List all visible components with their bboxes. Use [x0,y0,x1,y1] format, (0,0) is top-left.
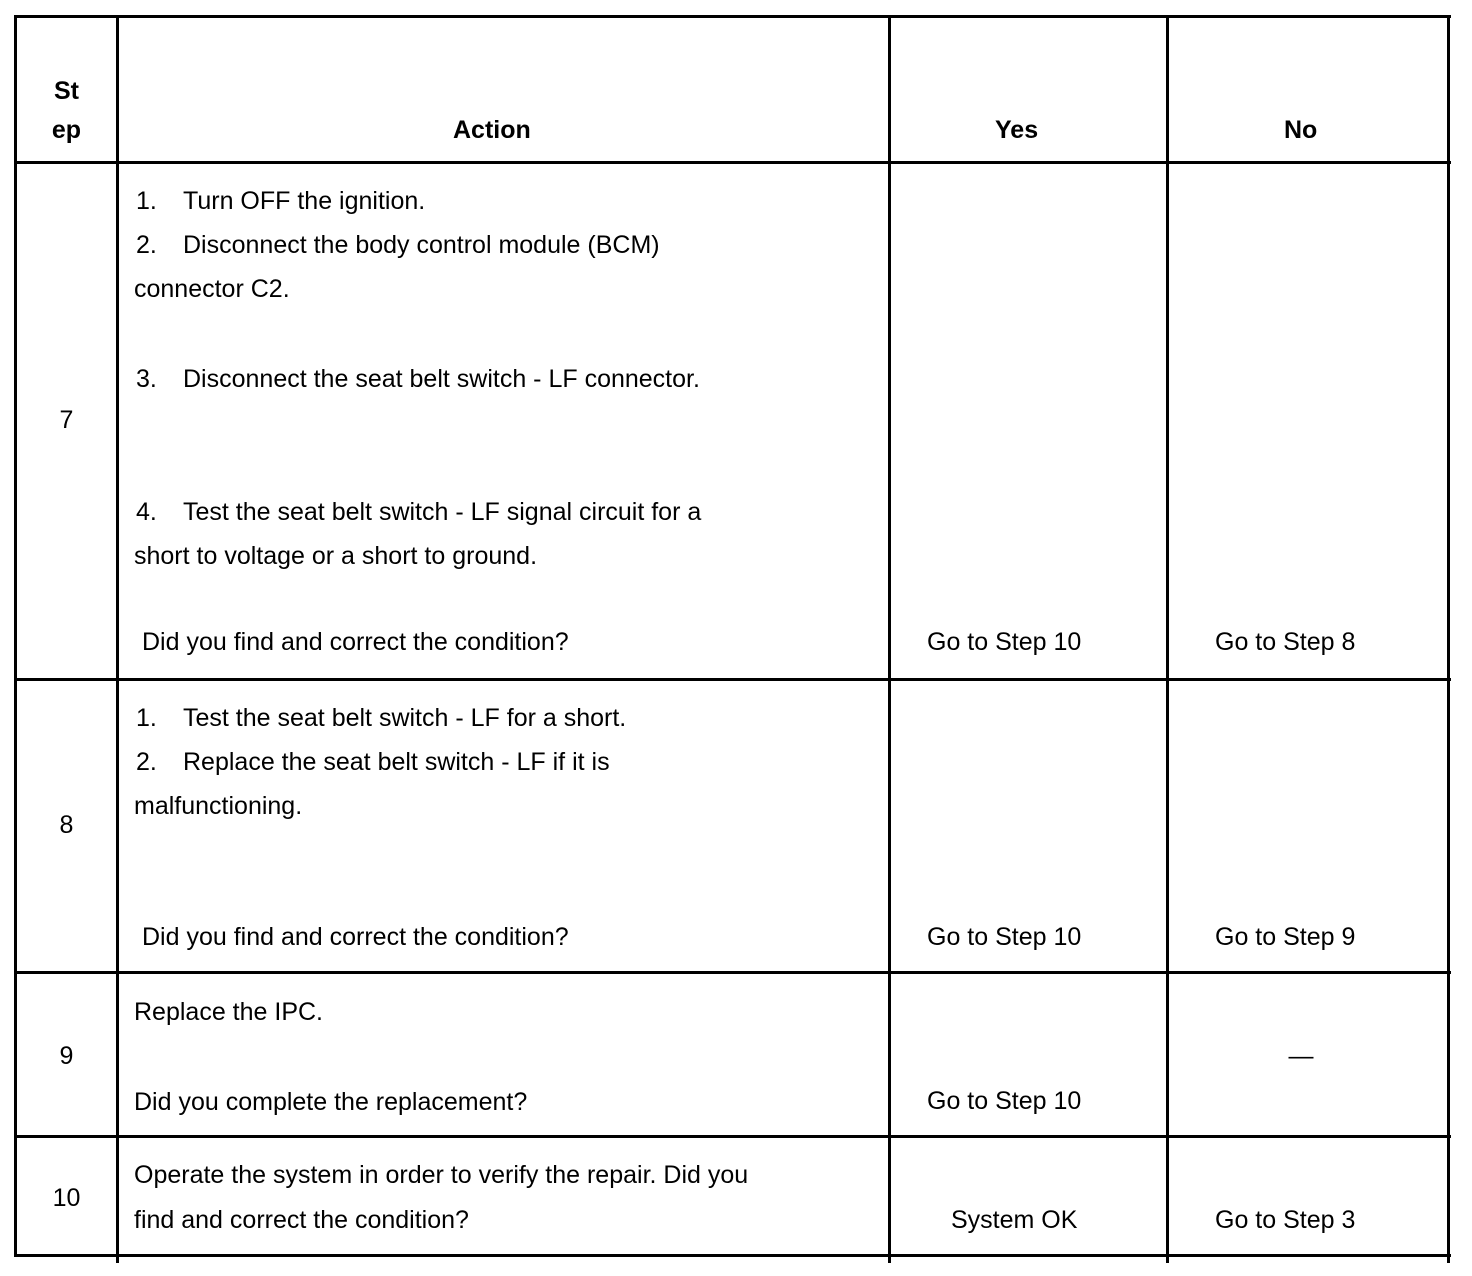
action-item [136,364,700,394]
question-text: Did you find and correct the condition? [142,628,569,656]
yes-result: Go to Step 10 [927,923,1082,951]
item-continuation: malfunctioning. [134,792,303,820]
item-continuation: connector C2. [134,275,290,303]
item-continuation: short to voltage or a short to ground. [134,542,538,570]
header-step-line2: ep [51,116,82,144]
item-number: 4. [136,498,157,526]
header-yes: Yes [995,116,1039,144]
item-number: 2. [136,748,157,776]
item-text: Disconnect the body control module (BCM) [183,231,660,259]
yes-result: Go to Step 10 [927,1087,1082,1115]
column-divider [1166,15,1169,1263]
header-no: No [1284,116,1318,144]
yes-result: Go to Step 10 [927,628,1082,656]
action-item [136,497,701,527]
action-text: Operate the system in order to verify the repair. Did you [134,1161,749,1189]
no-result: Go to Step 3 [1215,1206,1356,1234]
step-number: 9 [59,1042,74,1070]
item-text: Test the seat belt switch - LF signal circuit for a [183,498,702,526]
table-border-top [14,15,1451,18]
row-divider [14,678,1451,681]
step-number: 8 [59,811,74,839]
no-result: Go to Step 9 [1215,923,1356,951]
action-item [136,230,660,260]
column-divider [888,15,891,1263]
item-text: Turn OFF the ignition. [183,187,426,215]
question-text: Did you find and correct the condition? [142,923,569,951]
header-step-line1: St [54,77,79,105]
item-text: Test the seat belt switch - LF for a short. [183,704,627,732]
item-number: 1. [136,704,157,732]
item-number: 3. [136,365,157,393]
action-item [136,747,610,777]
header-action: Action [453,116,531,144]
no-result: Go to Step 8 [1215,628,1356,656]
action-item [136,186,425,216]
table-border-bottom [14,1254,1451,1257]
question-text: Did you complete the replacement? [134,1088,528,1116]
yes-result: System OK [951,1206,1078,1234]
column-divider [116,15,119,1263]
table-border-right [1447,15,1450,1263]
item-number: 2. [136,231,157,259]
item-text: Replace the seat belt switch - LF if it is [183,748,610,776]
step-number: 10 [52,1184,81,1212]
action-text-continuation: find and correct the condition? [134,1206,469,1234]
row-divider [14,971,1451,974]
item-text: Disconnect the seat belt switch - LF connector. [183,365,700,393]
step-number: 7 [59,406,74,434]
header-row-divider [14,161,1451,164]
row-divider [14,1135,1451,1138]
action-item [136,703,626,733]
action-text: Replace the IPC. [134,998,323,1026]
no-result: — [1288,1042,1314,1070]
item-number: 1. [136,187,157,215]
